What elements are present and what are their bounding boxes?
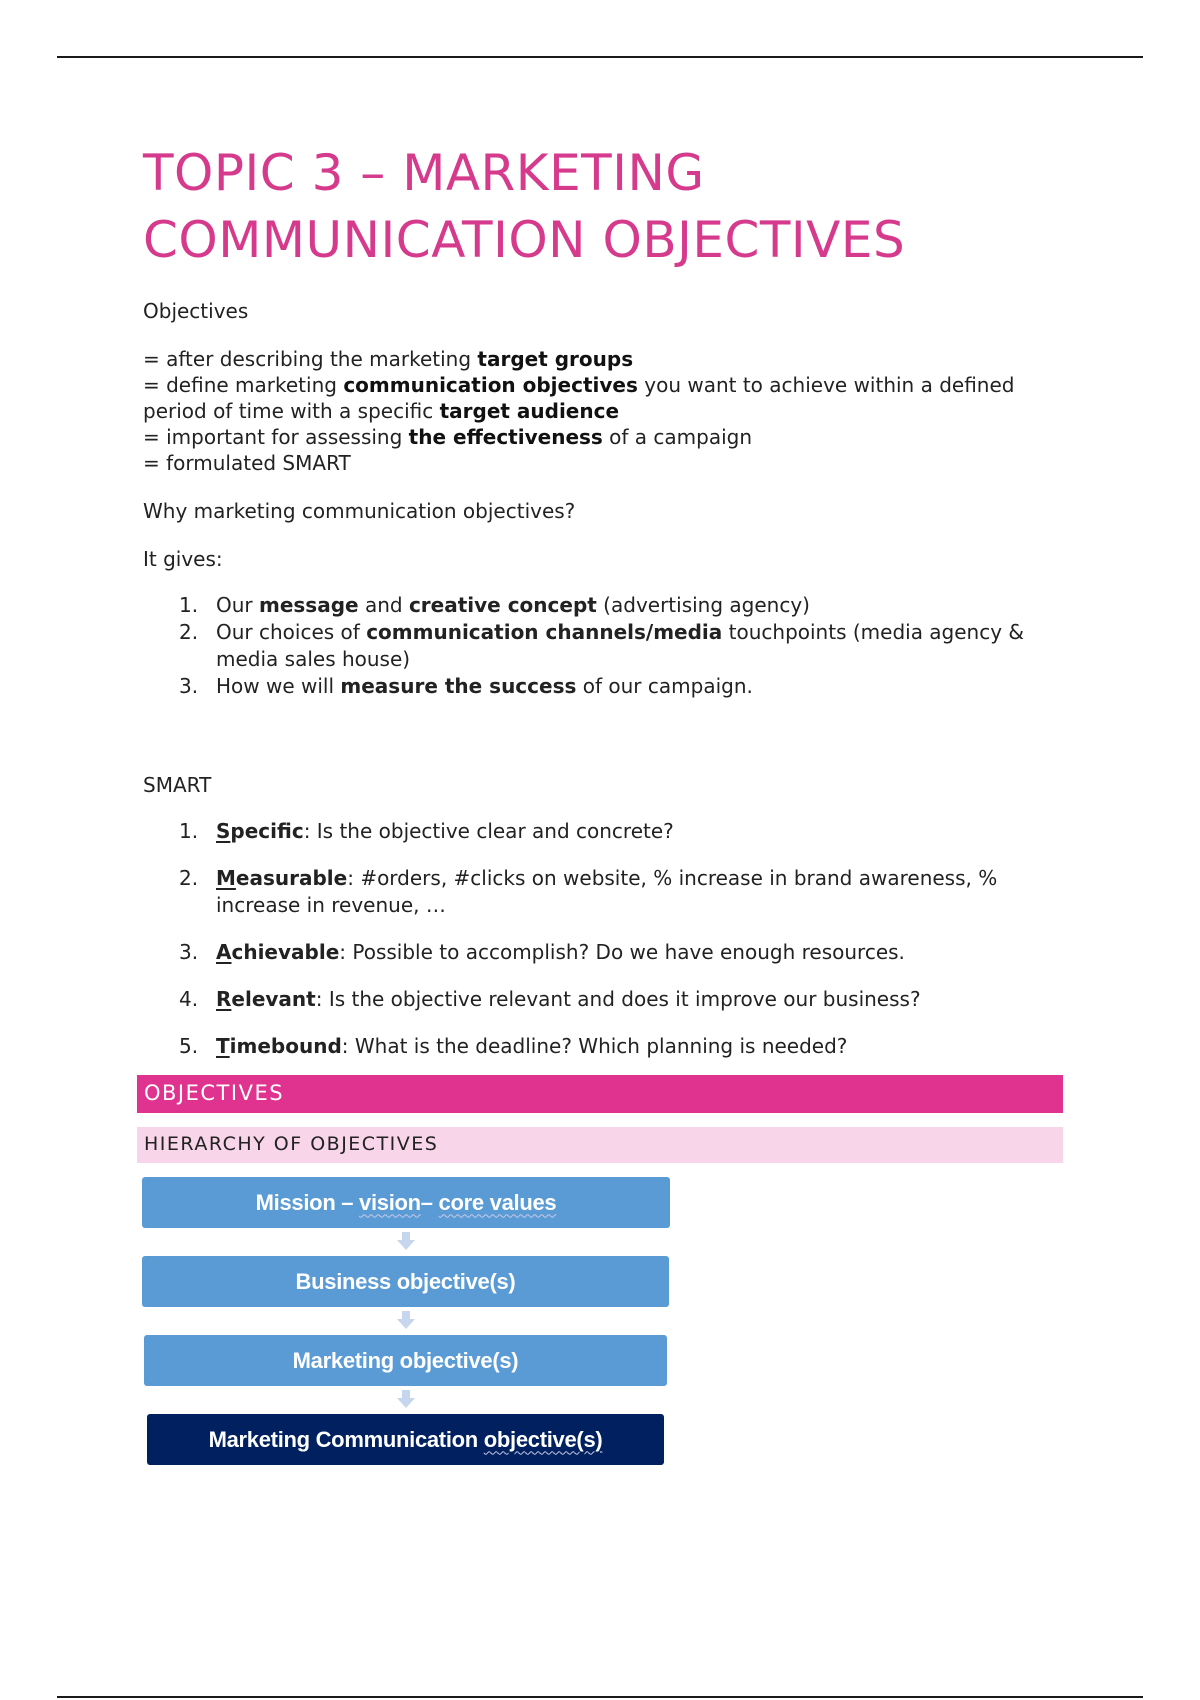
smart-letter: R [216, 987, 232, 1011]
why-question: Why marketing communication objectives? [143, 499, 576, 523]
list-text: Our choices of [216, 620, 367, 644]
arrow-down-icon [396, 1310, 416, 1330]
smart-letter: S [216, 819, 231, 843]
smart-text: : Is the objective relevant and does it improve our business? [315, 987, 921, 1011]
smart-word: imebound [229, 1034, 342, 1058]
definition-bold: the effectiveness [408, 425, 603, 449]
smart-text: : #orders, #clicks on website, % increase in brand awareness, % increase in revenue, … [216, 866, 998, 917]
bottom-rule [57, 1696, 1143, 1698]
list-text: touchpoints (media agency & media sales house) [216, 620, 1025, 671]
smart-word: pecific [230, 819, 304, 843]
title-line-1: TOPIC 3 – MARKETING [143, 144, 705, 202]
smart-letter: T [216, 1034, 230, 1058]
list-number: 2. [179, 866, 199, 890]
box-text: vision [359, 1189, 421, 1215]
smart-word: easurable [235, 866, 348, 890]
definition-bold: target audience [439, 399, 620, 423]
box-text: Business objective(s) [295, 1268, 516, 1294]
smart-text: : Possible to accomplish? Do we have enough resources. [339, 940, 905, 964]
list-number: 3. [179, 674, 199, 698]
definition-bold: target groups [477, 347, 634, 371]
arrow-down-icon [396, 1389, 416, 1409]
document-body [143, 140, 1063, 1080]
smart-item-relevant [143, 986, 1063, 1013]
definition-text: you want to achieve within a defined period of time with a specific [143, 373, 1015, 423]
list-bold: communication channels/media [366, 620, 723, 644]
it-gives-label: It gives: [143, 547, 223, 571]
hierarchy-heading [137, 1127, 1063, 1163]
hierarchy-box-marcom [147, 1414, 664, 1465]
list-number: 4. [179, 987, 199, 1011]
list-number: 1. [179, 819, 199, 843]
smart-word: chievable [231, 940, 340, 964]
definition-1 [143, 346, 1063, 372]
box-text: Mission – [255, 1189, 354, 1215]
box-text: Marketing Communication [208, 1426, 478, 1452]
definition-3 [143, 424, 1063, 450]
smart-item-specific [143, 818, 1063, 845]
hierarchy-diagram [142, 1177, 670, 1467]
smart-item-measurable [143, 865, 1063, 919]
smart-letter: A [216, 940, 232, 964]
list-number: 2. [179, 620, 199, 644]
box-text: – [420, 1189, 433, 1215]
title-line-2: COMMUNICATION OBJECTIVES [143, 211, 906, 269]
top-rule [57, 56, 1143, 58]
list-item [143, 619, 1063, 673]
smart-list [143, 818, 1063, 1060]
page-title [143, 140, 1063, 274]
gives-list [143, 592, 1063, 700]
hierarchy-box-mission [142, 1177, 670, 1228]
definitions [143, 346, 1063, 476]
list-number: 3. [179, 940, 199, 964]
hierarchy-box-marketing [144, 1335, 667, 1386]
list-item [143, 673, 1063, 700]
smart-word: elevant [231, 987, 316, 1011]
hierarchy-heading-text: HIERARCHY OF OBJECTIVES [144, 1133, 439, 1155]
smart-text: : Is the objective clear and concrete? [303, 819, 674, 843]
objectives-heading [137, 1075, 1063, 1113]
list-bold: message [259, 593, 359, 617]
list-text: Our [216, 593, 259, 617]
objectives-label: Objectives [143, 299, 249, 323]
smart-letter: M [216, 866, 236, 890]
list-text: and [358, 593, 409, 617]
arrow-down-icon [396, 1231, 416, 1251]
box-text: objective(s) [483, 1426, 603, 1452]
list-bold: creative concept [408, 593, 597, 617]
list-text: of our campaign. [576, 674, 753, 698]
box-text: Marketing objective(s) [292, 1347, 519, 1373]
list-number: 5. [179, 1034, 199, 1058]
definition-text: = important for assessing [143, 425, 409, 449]
smart-text: : What is the deadline? Which planning is needed? [341, 1034, 848, 1058]
definition-text: = after describing the marketing [143, 347, 478, 371]
definition-2 [143, 372, 1063, 424]
definition-4: = formulated SMART [143, 451, 351, 475]
smart-item-timebound [143, 1033, 1063, 1060]
list-text: How we will [216, 674, 341, 698]
list-number: 1. [179, 593, 199, 617]
smart-label: SMART [143, 773, 212, 797]
definition-bold: communication objectives [343, 373, 638, 397]
list-bold: measure the success [340, 674, 577, 698]
list-item [143, 592, 1063, 619]
smart-item-achievable [143, 939, 1063, 966]
hierarchy-box-business [142, 1256, 669, 1307]
definition-text: of a campaign [602, 425, 753, 449]
definition-text: = define marketing [143, 373, 344, 397]
list-text: (advertising agency) [596, 593, 810, 617]
objectives-heading-text: OBJECTIVES [144, 1081, 285, 1105]
box-text: core values [438, 1189, 557, 1215]
